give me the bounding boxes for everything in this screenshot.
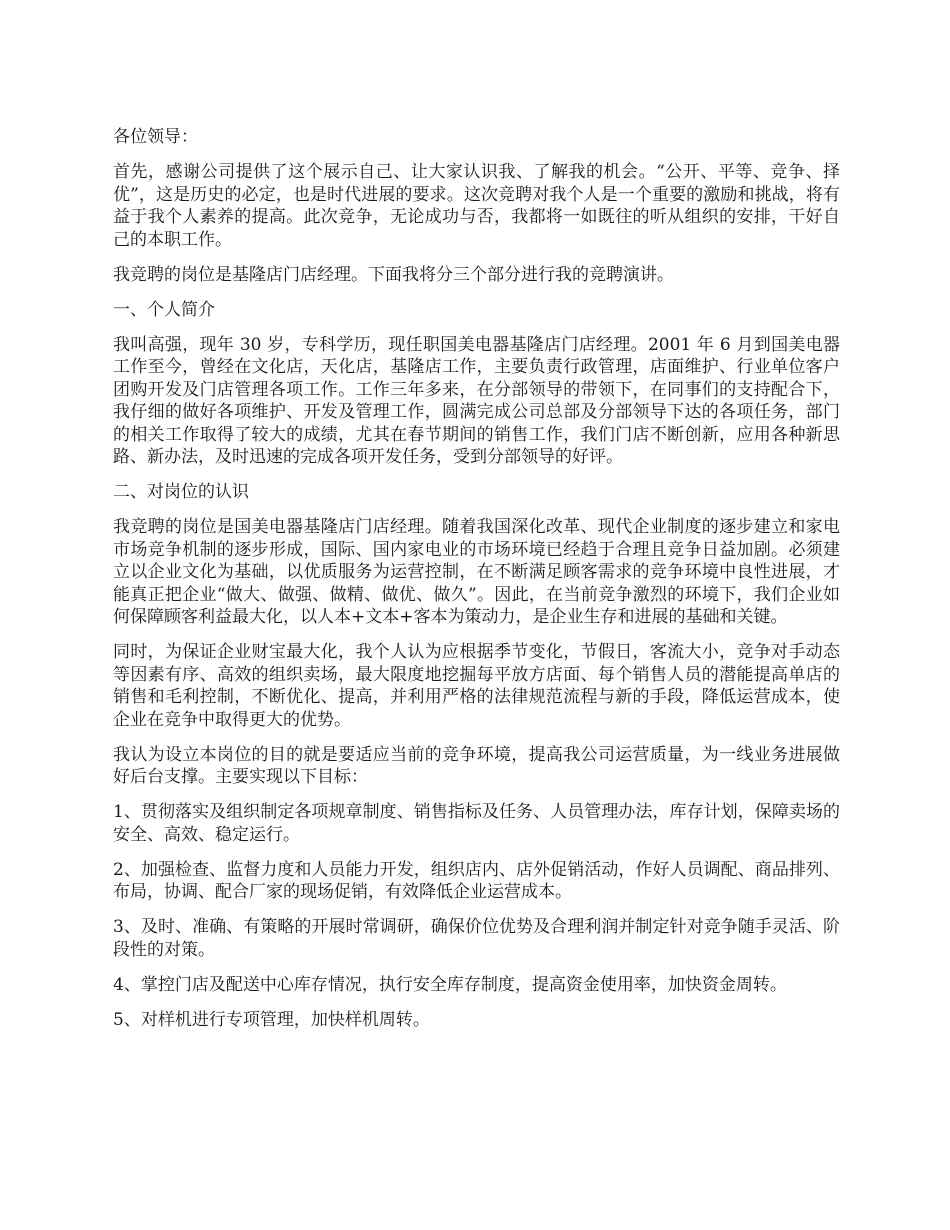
goal-item-1: 1、贯彻落实及组织制定各项规章制度、销售指标及任务、人员管理办法，库存计划，保障卖场的安全、高效、稳定运行。 xyxy=(113,802,840,845)
paragraph-profile: 我叫高强，现年 30 岁，专科学历，现任职国美电器基隆店门店经理。2001 年 6 月到国美电器工作至今，曾经在文化店，天化店，基隆店工作，主要负责行政管理，店面维护、行业单位客户团购开发及门店管理各项工作。工作三年多来，在分部领导的带领下，在同事们的支持配合下，我仔细的做好各项维护、开发及管理工作，圆满完成公司总部及分部领导下达的各项任务，部门的相关工作取得了较大的成绩，尤其在春节期间的销售工作，我们门店不断创新，应用各种新思路、新办法，及时迅速的完成各项开发任务，受到分部领导的好评。 xyxy=(113,334,840,467)
goal-item-3: 3、及时、准确、有策略的开展时常调研，确保价位优势及合理利润并制定针对竞争随手灵活、阶段性的对策。 xyxy=(113,917,840,960)
section-heading-2: 二、对岗位的认识 xyxy=(113,482,249,502)
section-heading-1: 一、个人简介 xyxy=(113,299,215,320)
paragraph-position: 我竞聘的岗位是基隆店门店经理。下面我将分三个部分进行我的竞聘演讲。 xyxy=(113,264,674,285)
paragraph-goals-intro: 我认为设立本岗位的目的就是要适应当前的竞争环境，提高我公司运营质量，为一线业务进展做好后台支撑。主要实现以下目标： xyxy=(113,744,840,787)
paragraph-strategy: 同时，为保证企业财宝最大化，我个人认为应根据季节变化，节假日，客流大小，竞争对手动态等因素有序、高效的组织卖场，最大限度地挖掘每平放方店面、每个销售人员的潜能提高单店的销售和毛利控制，不断优化、提高，并利用严格的法律规范流程与新的手段，降低运营成本，使企业在竞争中取得更大的优势。 xyxy=(113,642,840,730)
goal-item-2: 2、加强检查、监督力度和人员能力开发，组织店内、店外促销活动，作好人员调配、商品排列、布局，协调、配合厂家的现场促销，有效降低企业运营成本。 xyxy=(113,859,840,902)
goal-item-5: 5、对样机进行专项管理，加快样机周转。 xyxy=(113,1009,430,1030)
document-body xyxy=(113,126,840,1044)
greeting: 各位领导： xyxy=(113,127,198,147)
paragraph-intro: 首先，感谢公司提供了这个展示自己、让大家认识我、了解我的机会。“公开、平等、竞争、择优”，这是历史的必定，也是时代进展的要求。这次竞聘对我个人是一个重要的激励和挑战，将有益于我个人素养的提高。此次竞争，无论成功与否，我都将一如既往的听从组织的安排，干好自己的本职工作。 xyxy=(113,162,840,250)
goal-item-4: 4、掌控门店及配送中心库存情况，执行安全库存制度，提高资金使用率，加快资金周转。 xyxy=(113,974,787,995)
paragraph-understanding: 我竞聘的岗位是国美电器基隆店门店经理。随着我国深化改革、现代企业制度的逐步建立和家电市场竞争机制的逐步形成，国际、国内家电业的市场环境已经趋于合理且竞争日益加剧。必须建立以企业文化为基础，以优质服务为运营控制，在不断满足顾客需求的竞争环境中良性进展，才能真正把企业“做大、做强、做精、做优、做久”。因此，在当前竞争激烈的环境下，我们企业如何保障顾客利益最大化，以人本+文本+客本为策动力，是企业生存和进展的基础和关键。 xyxy=(113,517,840,627)
